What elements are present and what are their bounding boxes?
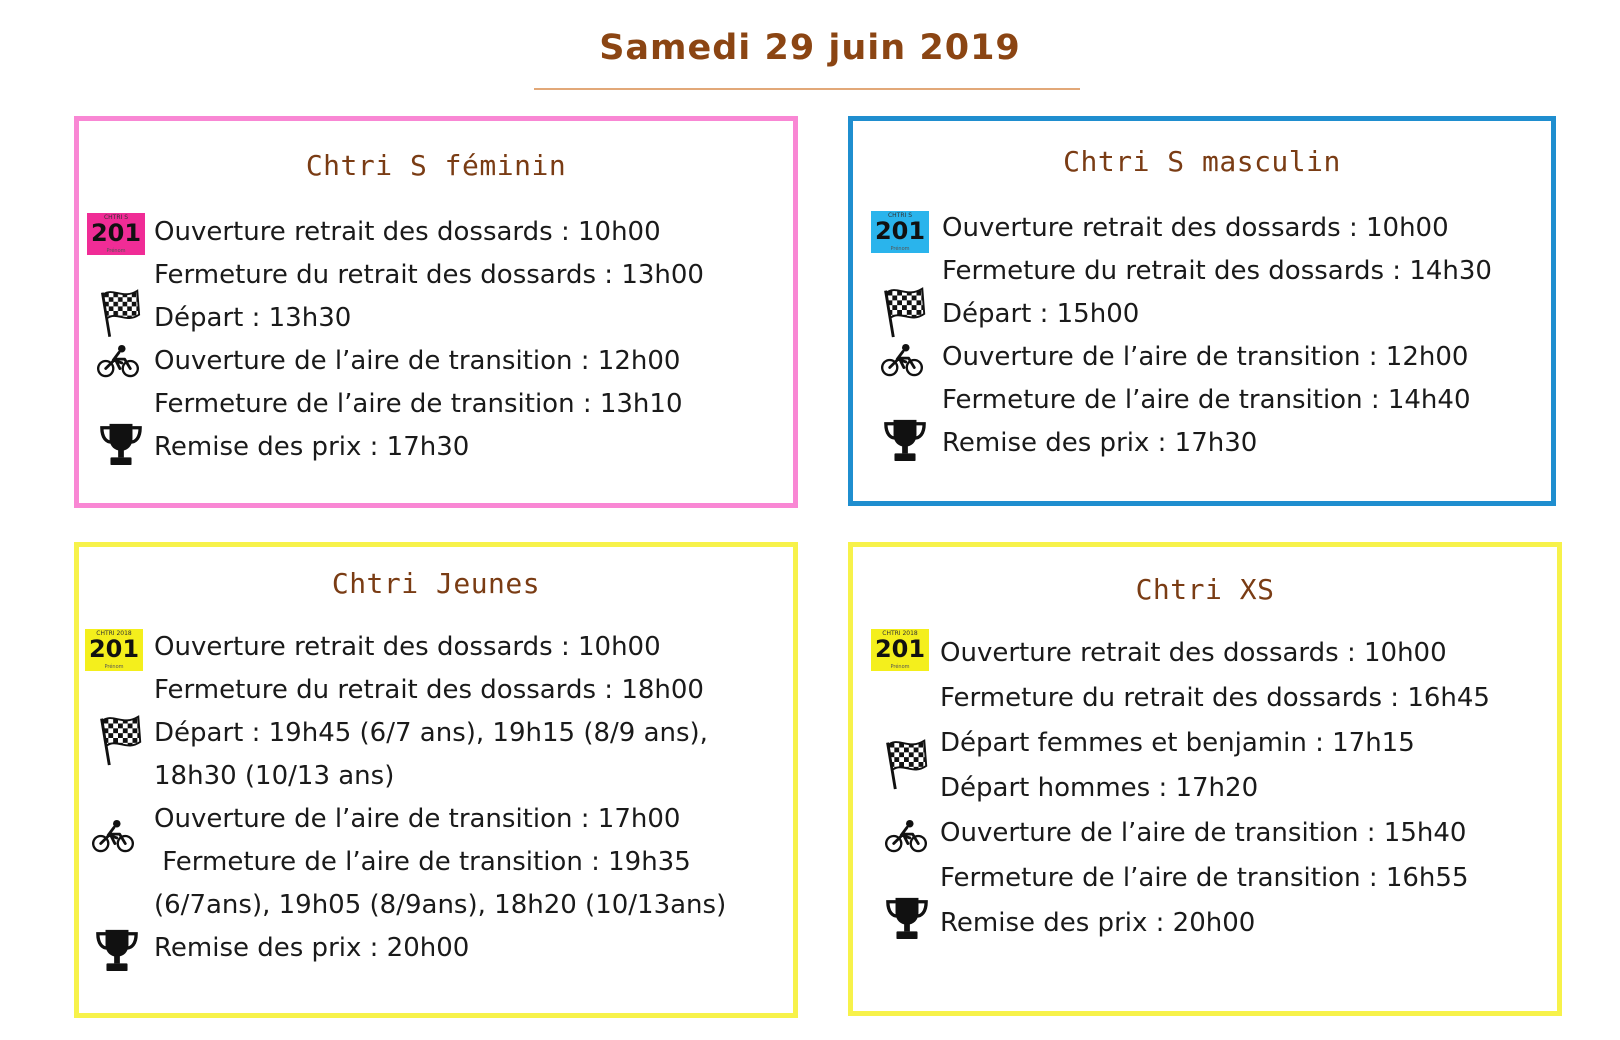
schedule-line: Fermeture de l’aire de transition : 14h40 — [942, 385, 1471, 415]
schedule-line: Fermeture de l’aire de transition : 16h55 — [940, 863, 1469, 893]
section-xs — [848, 542, 1562, 1016]
cyclist-icon — [91, 819, 135, 853]
schedule-line: Ouverture retrait des dossards : 10h00 — [154, 632, 661, 662]
cyclist-icon — [880, 343, 924, 377]
schedule-line: Ouverture de l’aire de transition : 15h40 — [940, 818, 1467, 848]
schedule-line: Fermeture du retrait des dossards : 13h00 — [154, 260, 704, 290]
checkered-flag-icon — [877, 281, 927, 339]
schedule-line: Remise des prix : 17h30 — [154, 432, 470, 462]
schedule-line: Départ femmes et benjamin : 17h15 — [940, 728, 1415, 758]
section-s-feminin — [74, 116, 798, 508]
schedule-line: Fermeture du retrait des dossards : 14h30 — [942, 256, 1492, 286]
section-jeunes — [74, 542, 798, 1018]
cyclist-icon — [96, 344, 140, 378]
schedule-line: Ouverture de l’aire de transition : 12h00 — [942, 342, 1469, 372]
schedule-line: Ouverture retrait des dossards : 10h00 — [154, 217, 661, 247]
page-title: Samedi 29 juin 2019 — [599, 28, 1021, 68]
schedule-line: 18h30 (10/13 ans) — [154, 761, 395, 791]
trophy-icon — [883, 417, 927, 463]
bib-201-icon: CHTRI S 201 Prénom — [871, 211, 929, 253]
trophy-icon — [95, 927, 139, 973]
schedule-line: Ouverture de l’aire de transition : 12h00 — [154, 346, 681, 376]
schedule-line: Remise des prix : 20h00 — [154, 933, 470, 963]
schedule-line: Départ : 13h30 — [154, 303, 352, 333]
schedule-line: Remise des prix : 17h30 — [942, 428, 1258, 458]
bib-201-icon: CHTRI 2018 201 Prénom — [871, 629, 929, 671]
schedule-line: Départ hommes : 17h20 — [940, 773, 1259, 803]
schedule-line: Ouverture retrait des dossards : 10h00 — [940, 638, 1447, 668]
section-title: Chtri Jeunes — [331, 567, 541, 600]
schedule-line: Fermeture du retrait des dossards : 16h45 — [940, 683, 1490, 713]
schedule-line: Départ : 15h00 — [942, 299, 1140, 329]
checkered-flag-icon — [879, 733, 929, 791]
checkered-flag-icon — [93, 709, 143, 767]
title-divider — [534, 88, 1080, 90]
section-s-masculin — [848, 116, 1556, 506]
schedule-line: Départ : 19h45 (6/7 ans), 19h15 (8/9 ans), — [154, 718, 708, 748]
schedule-line: Remise des prix : 20h00 — [940, 908, 1256, 938]
schedule-line: (6/7ans), 19h05 (8/9ans), 18h20 (10/13ans) — [154, 890, 727, 920]
checkered-flag-icon — [95, 283, 141, 339]
schedule-line: Fermeture du retrait des dossards : 18h00 — [154, 675, 704, 705]
schedule-line: Ouverture retrait des dossards : 10h00 — [942, 213, 1449, 243]
cyclist-icon — [884, 819, 928, 853]
section-title: Chtri XS — [1135, 573, 1275, 606]
schedule-line: Fermeture de l’aire de transition : 19h35 — [154, 847, 691, 877]
bib-201-icon: CHTRI 2018 201 Prénom — [85, 629, 143, 671]
section-title: Chtri S féminin — [305, 149, 567, 182]
schedule-line: Ouverture de l’aire de transition : 17h00 — [154, 804, 681, 834]
section-title: Chtri S masculin — [1063, 145, 1341, 178]
bib-201-icon: CHTRI S 201 Prénom — [87, 213, 145, 255]
trophy-icon — [885, 895, 929, 941]
trophy-icon — [99, 421, 143, 467]
schedule-line: Fermeture de l’aire de transition : 13h10 — [154, 389, 683, 419]
